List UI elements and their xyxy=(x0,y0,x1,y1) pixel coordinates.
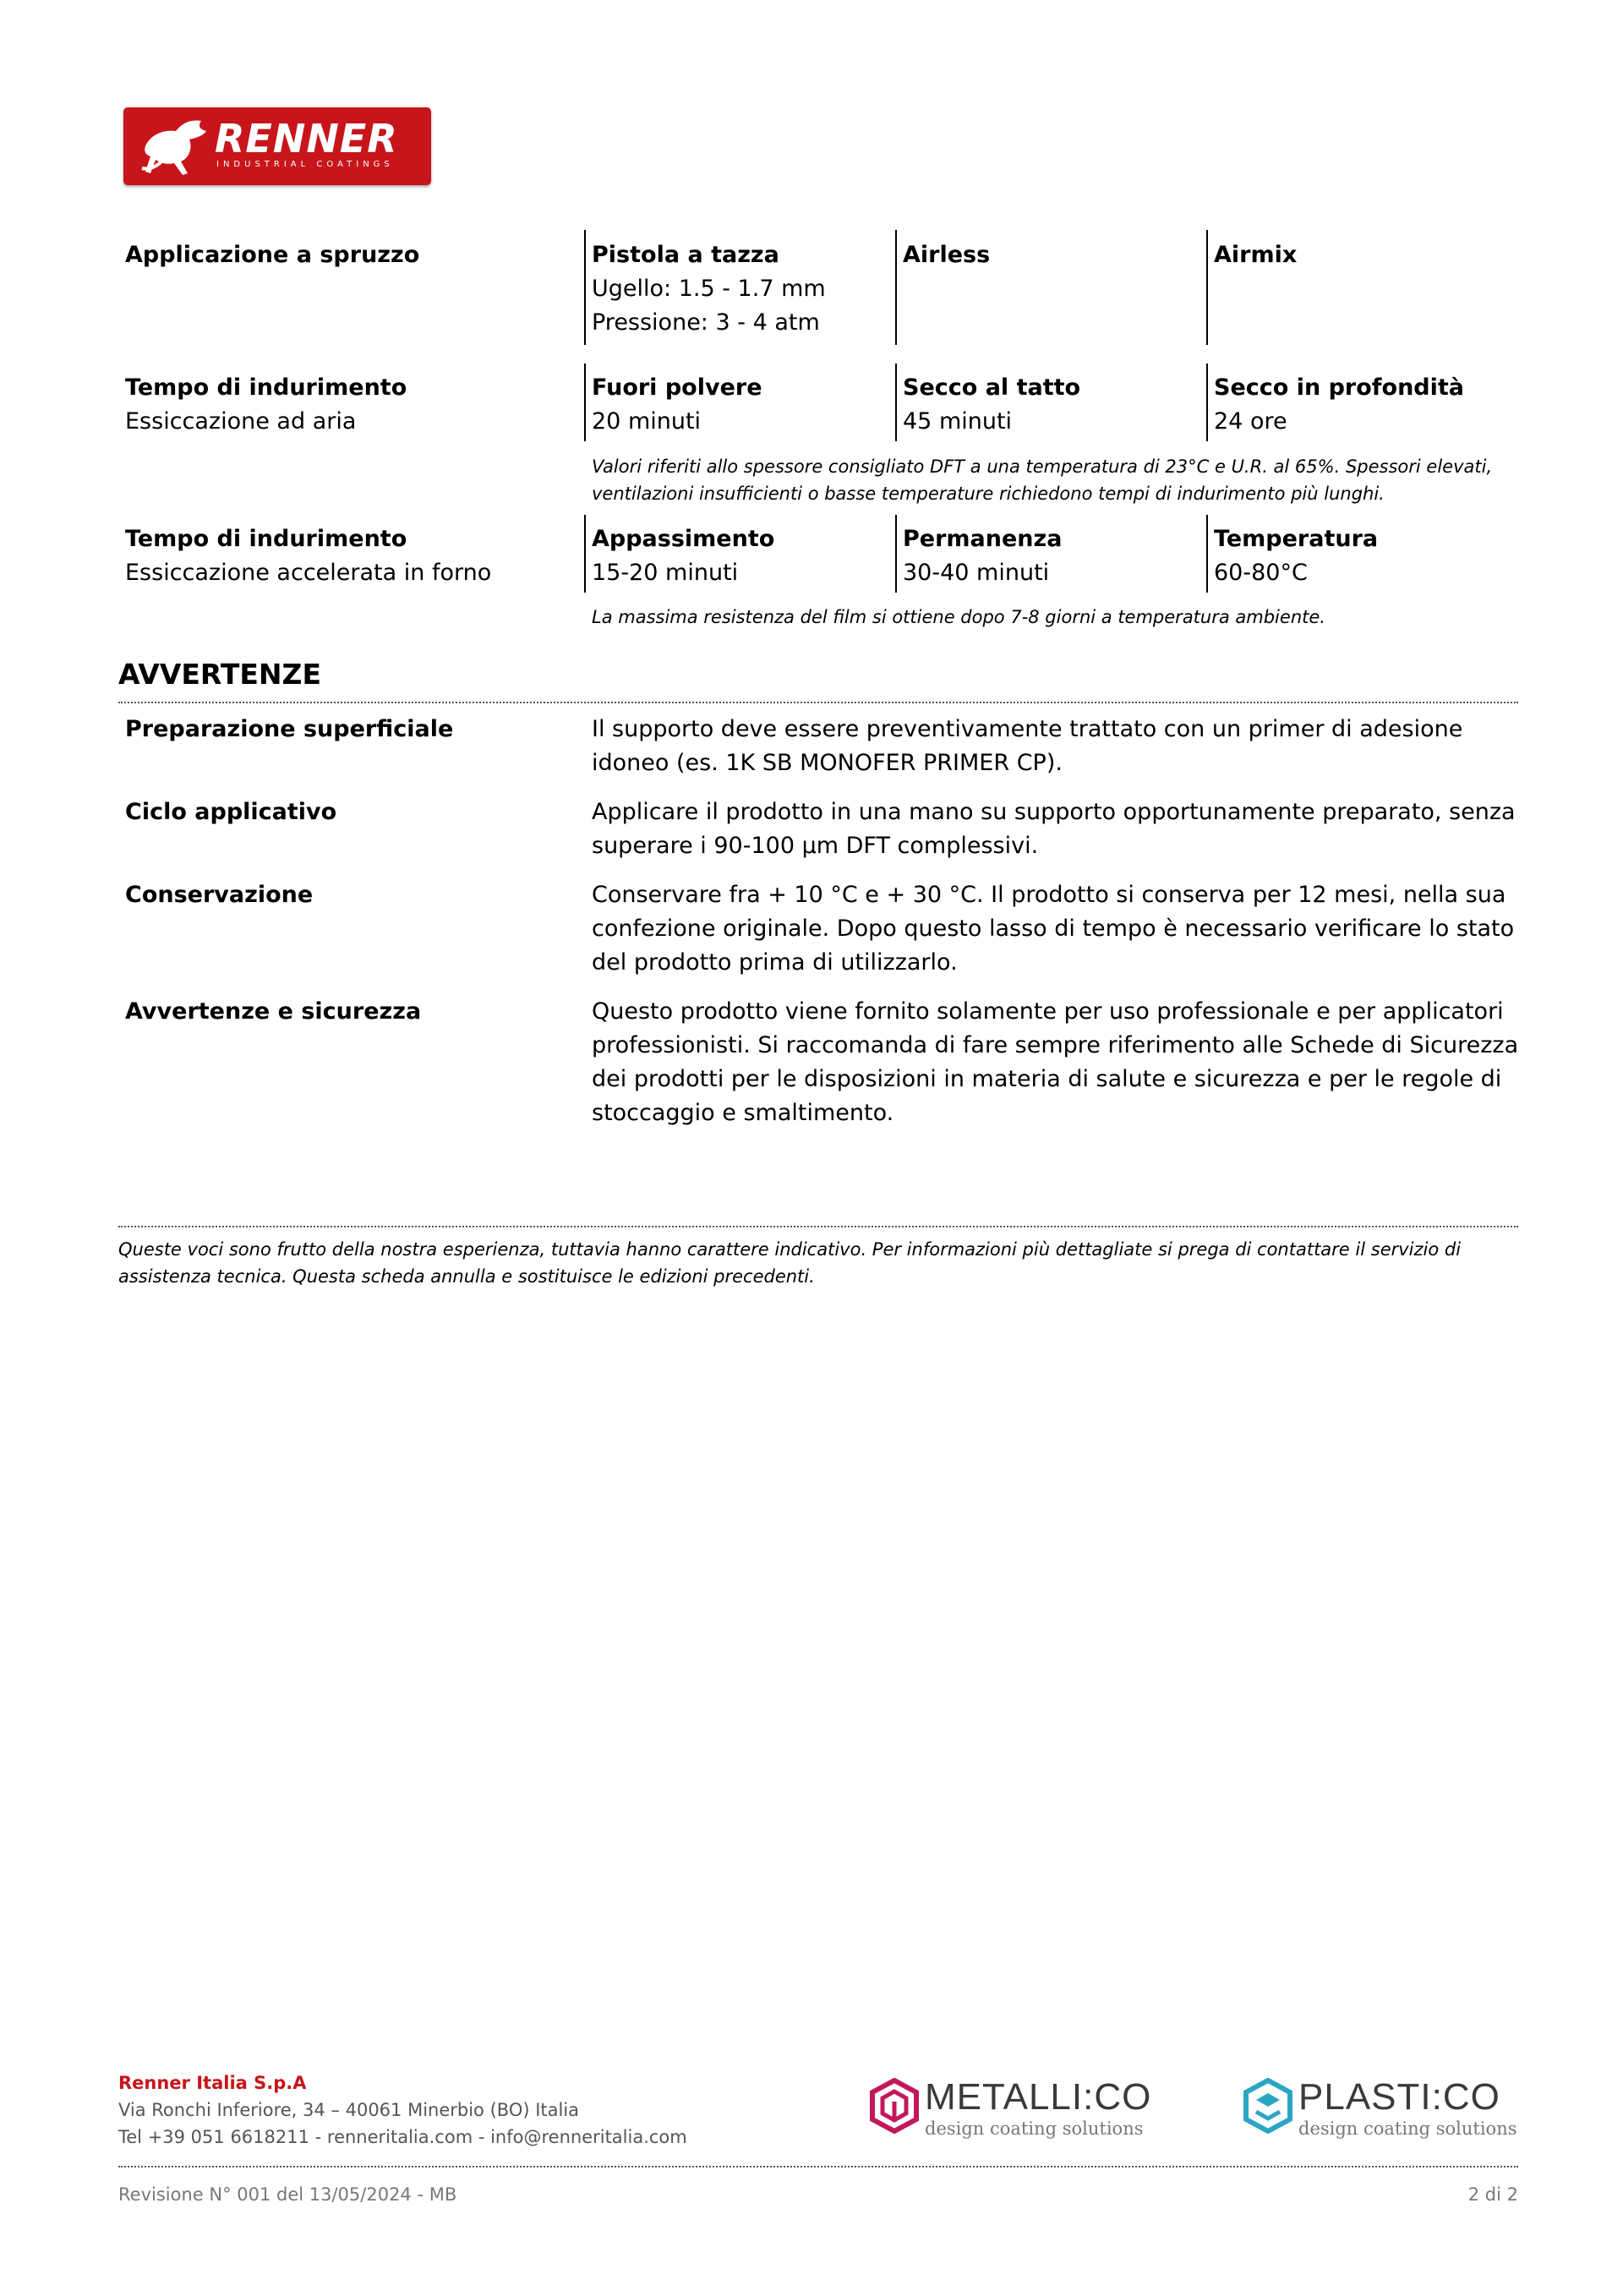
metallico-sub: design coating solutions xyxy=(925,2118,1144,2139)
column-divider xyxy=(584,230,586,345)
air-dry-note-line1: Valori riferiti allo spessore consigliato DFT a una temperatura di 23°C e U.R. al 65%. Spessori elevati, xyxy=(592,456,1493,477)
air-dry-col2-title: Secco al tatto xyxy=(903,374,1081,401)
warning-text-ciclo: Applicare il prodotto in una mano su supporto opportunamente preparato, senza superare i 90-100 µm DFT complessivi. xyxy=(592,799,1516,859)
warning-text-conservazione: Conservare fra + 10 °C e + 30 °C. Il prodotto si conserva per 12 mesi, nella sua confezione originale. Dopo questo lasso di tempo è necessario verificare lo stato del prodotto prima di utilizzarlo. xyxy=(592,882,1515,976)
column-divider xyxy=(1206,230,1208,345)
footer-divider xyxy=(118,2166,1518,2168)
warnings-title: AVVERTENZE xyxy=(118,658,321,691)
oven-dry-col3-value: 60-80°C xyxy=(1214,560,1308,586)
warning-label-preparazione: Preparazione superficiale xyxy=(125,716,454,742)
oven-dry-col1-value: 15-20 minuti xyxy=(592,560,739,586)
column-divider xyxy=(895,364,897,441)
spray-col3-title: Airmix xyxy=(1214,242,1298,268)
plastico-sub: design coating solutions xyxy=(1298,2118,1517,2139)
column-divider xyxy=(895,515,897,593)
air-dry-col1-title: Fuori polvere xyxy=(592,374,762,401)
plastico-logo xyxy=(1243,2078,1522,2146)
column-divider xyxy=(1206,364,1208,441)
footer-revision: Revisione N° 001 del 13/05/2024 - MB xyxy=(118,2184,457,2205)
column-divider xyxy=(584,515,586,593)
column-divider xyxy=(895,230,897,345)
disclaimer-text: Queste voci sono frutto della nostra esperienza, tuttavia hanno carattere indicativo. Per informazioni più dettagliate si prega di contattare il servizio di assistenza tecnica. Questa scheda annulla e sostituisce le edizioni precedenti. xyxy=(118,1239,1462,1287)
footer-contacts: Tel +39 051 6618211 - renneritalia.com - info@renneritalia.com xyxy=(118,2127,687,2147)
logo-brand: RENNER xyxy=(215,116,398,161)
oven-dry-col3-title: Temperatura xyxy=(1214,526,1379,552)
renner-logo xyxy=(123,107,431,185)
warning-label-conservazione: Conservazione xyxy=(125,882,314,908)
column-divider xyxy=(584,364,586,441)
spray-col1-line1: Ugello: 1.5 - 1.7 mm xyxy=(592,276,826,302)
spray-col1-line2: Pressione: 3 - 4 atm xyxy=(592,309,820,336)
air-dry-col3-value: 24 ore xyxy=(1214,408,1287,435)
air-dry-label: Tempo di indurimento xyxy=(125,374,407,401)
warning-text-sicurezza: Questo prodotto viene fornito solamente per uso professionale e per applicatori professionisti. Si raccomanda di fare sempre riferimento alle Schede di Sicurezza dei prodotti per le disposizioni in materia di salute e sicurezza e per le regole di stoccaggio e smaltimento. xyxy=(592,998,1519,1126)
oven-dry-col1-title: Appassimento xyxy=(592,526,775,552)
oven-dry-col2-title: Permanenza xyxy=(903,526,1063,552)
metallico-logo xyxy=(869,2078,1173,2146)
air-dry-col2-value: 45 minuti xyxy=(903,408,1013,435)
oven-dry-col2-value: 30-40 minuti xyxy=(903,560,1050,586)
air-dry-sublabel: Essiccazione ad aria xyxy=(125,408,357,435)
oven-dry-label: Tempo di indurimento xyxy=(125,526,407,552)
air-dry-col3-title: Secco in profondità xyxy=(1214,374,1465,401)
air-dry-col1-value: 20 minuti xyxy=(592,408,702,435)
plastico-cube-icon xyxy=(1243,2078,1293,2134)
warning-label-ciclo: Ciclo applicativo xyxy=(125,799,337,825)
oven-dry-note: La massima resistenza del film si ottiene dopo 7-8 giorni a temperatura ambiente. xyxy=(592,607,1325,627)
metallico-cube-icon xyxy=(869,2078,920,2134)
spray-label: Applicazione a spruzzo xyxy=(125,242,420,268)
plastico-name: PLASTI:CO xyxy=(1298,2076,1500,2118)
air-dry-note-line2: ventilazioni insufficienti o basse temperature richiedono tempi di indurimento più lunghi. xyxy=(592,484,1385,504)
warning-label-sicurezza: Avvertenze e sicurezza xyxy=(125,998,422,1025)
footer-address: Via Ronchi Inferiore, 34 – 40061 Minerbio (BO) Italia xyxy=(118,2100,580,2120)
warning-text-preparazione: Il supporto deve essere preventivamente trattato con un primer di adesione idoneo (es. 1K SB MONOFER PRIMER CP). xyxy=(592,716,1463,776)
oven-dry-sublabel: Essiccazione accelerata in forno xyxy=(125,560,492,586)
disclaimer-divider xyxy=(118,1226,1518,1227)
spray-col2-title: Airless xyxy=(903,242,991,268)
column-divider xyxy=(1206,515,1208,593)
footer-company: Renner Italia S.p.A xyxy=(118,2073,307,2093)
spray-col1-title: Pistola a tazza xyxy=(592,242,779,268)
metallico-name: METALLI:CO xyxy=(925,2076,1152,2118)
horse-icon xyxy=(139,114,215,178)
section-divider xyxy=(118,702,1518,703)
page-number: 2 di 2 xyxy=(1467,2184,1518,2205)
logo-tagline: INDUSTRIAL COATINGS xyxy=(216,160,394,169)
